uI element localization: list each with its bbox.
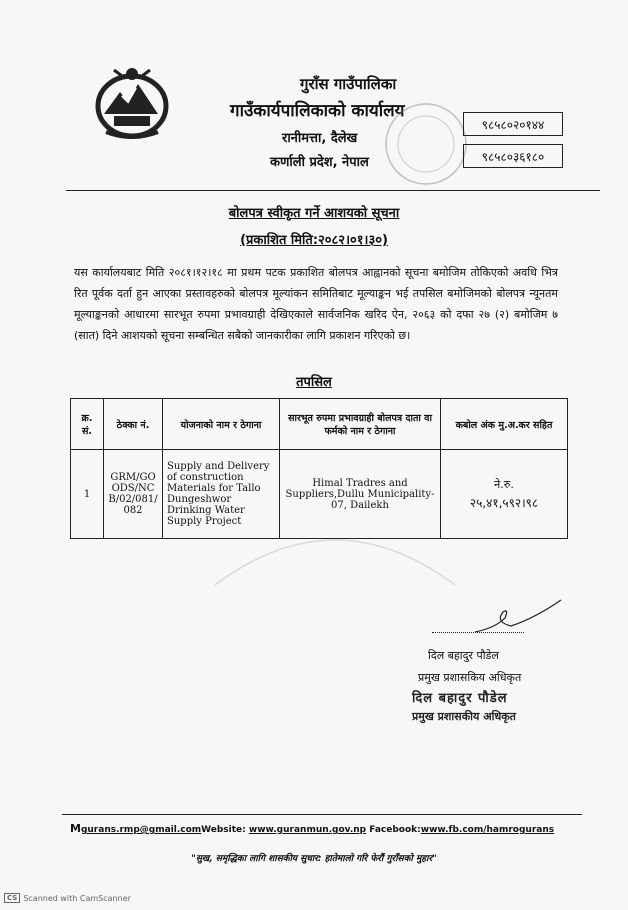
province-name: कर्णाली प्रदेश, नेपाल — [270, 155, 369, 170]
footer-contacts — [70, 822, 554, 835]
footer-website-link[interactable]: www.guranmun.gov.np — [248, 825, 367, 835]
footer-website-label: Website: — [201, 825, 246, 835]
col-bidder-header: सारभूत रुपमा प्रभावग्राही बोलपत्र दाता वा फर्मको नाम र ठेगाना — [280, 399, 441, 450]
name-stamp — [412, 688, 562, 730]
serial-cell: 1 — [71, 450, 104, 539]
notice-body: यस कार्यालयबाट मिति २०८१।१२।१८ मा प्रथम पटक प्रकाशित बोलपत्र आह्वानको सूचना बमोजिम तोकिएको अवधि भित्र रित पूर्वक दर्ता हुन आएका प्रस्तावहरुको बोलपत्र मूल्यांकन समितिबाट मूल्याङ्कन भई तपसिल बमोजिमको बोलपत्र न्यूनतम मूल्याङ्कनको आधारमा सारभूत रुपमा प्रभावग्राही देखिएकाले सार्वजनिक खरिद ऐन, २०६३ को दफा २७ (२) बमोजिम ७ (सात) दिने आशयको सूचना सम्बन्धित सबैको जानकारीका लागि प्रकाशन गरिएको छ। — [74, 266, 558, 342]
watermark-icon — [205, 505, 465, 595]
scanner-watermark — [4, 893, 131, 903]
project-cell: Supply and Delivery of construction Materials for Tallo Dungeshwor Drinking Water Supply Project — [163, 450, 280, 539]
phone-number-box: ९८५८०३६१८० — [463, 144, 563, 168]
stamp-name: दिल बहादुर पौडेल — [412, 691, 508, 706]
footer-motto: "सुख, समृद्धिका लागि शासकीय सुधार: हातेमालो गरि फेरौं गुराँसको मुहार" — [191, 854, 437, 864]
signatory-name: दिल बहादुर पौडेल — [428, 649, 499, 662]
table-header-row — [71, 399, 568, 450]
stamp-position: प्रमुख प्रशासकीय अधिकृत — [412, 710, 516, 723]
office-seal-icon — [382, 100, 470, 188]
amount-value: २५,४१,५९२।९८ — [469, 496, 539, 510]
contract-cell: GRM/GOODS/NCB/02/081/082 — [104, 450, 163, 539]
col-project-header: योजनाको नाम र ठेगाना — [163, 399, 280, 450]
published-date: (प्रकाशित मिति:२०८२।०१।३०) — [240, 233, 388, 248]
office-name: गाउँकार्यपालिकाको कार्यालय — [230, 101, 405, 121]
bidder-cell: Himal Tradres and Suppliers,Dullu Municipality-07, Dailekh — [280, 450, 441, 539]
municipality-name: गुराँस गाउँपालिका — [300, 75, 397, 93]
details-heading: तपसिल — [296, 375, 332, 390]
signatory-position: प्रमुख प्रशासकिय अधिकृत — [418, 671, 522, 684]
header-divider — [66, 190, 600, 191]
col-amount-header: कबोल अंक मु.अ.कर सहित — [441, 399, 568, 450]
phone-number-box: ९८५८०२०१४४ — [463, 112, 563, 136]
footer-facebook-link[interactable]: www.fb.com/hamrogurans — [420, 825, 555, 835]
col-contract-header: ठेक्का नं. — [104, 399, 163, 450]
footer-email[interactable]: gurans.rmp@gmail.com — [80, 825, 202, 835]
mail-icon: M — [70, 822, 81, 835]
signature-line — [432, 632, 524, 633]
nepal-emblem-icon — [92, 62, 172, 144]
col-serial-header: क्र. सं. — [71, 399, 104, 450]
scanner-text: Scanned with CamScanner — [23, 893, 131, 903]
notice-subject: बोलपत्र स्वीकृत गर्ने आशयको सूचना — [228, 206, 400, 221]
camscanner-icon: CS — [4, 893, 20, 903]
office-location: रानीमत्ता, दैलेख — [282, 131, 358, 146]
footer-facebook-label: Facebook: — [369, 825, 421, 835]
footer-divider — [62, 814, 582, 815]
amount-currency: ने.रु. — [494, 478, 514, 491]
